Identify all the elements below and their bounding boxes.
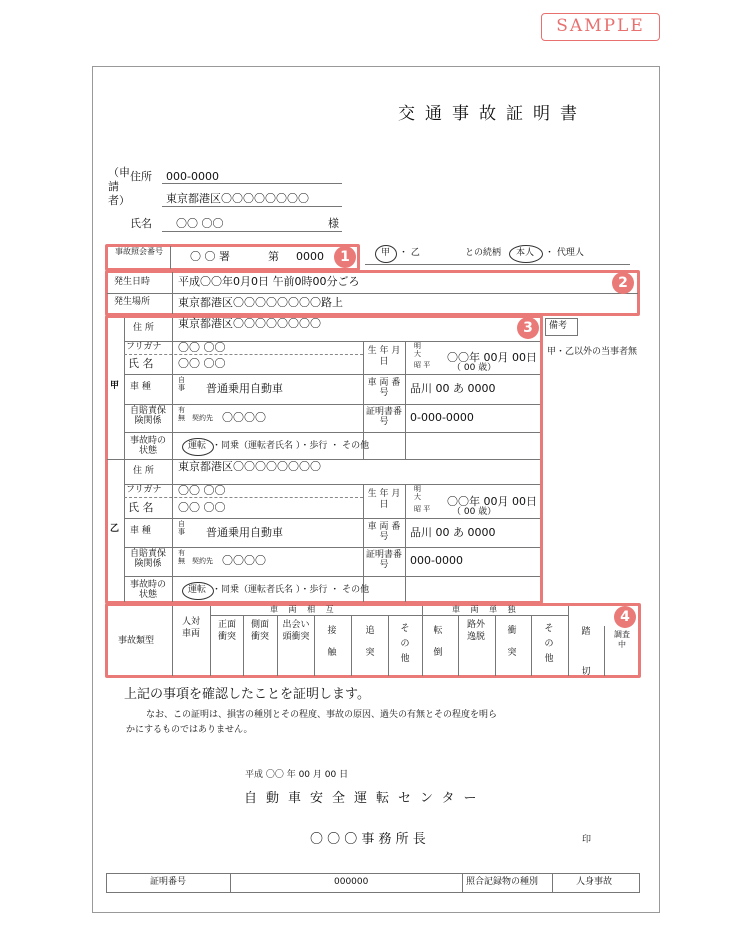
- otsu-insurance-label: 自賠責保険関係: [129, 549, 166, 569]
- otsu-state-label: 事故時の状態: [129, 580, 166, 600]
- otsu-furigana: 〇〇 〇〇: [178, 484, 226, 497]
- otsu-furigana-label: フリガナ: [126, 485, 162, 495]
- ko-age: （ 00 歳）: [452, 363, 497, 373]
- issuing-organization: 自動車安全運転センター: [244, 791, 486, 806]
- col-other-2: その他: [544, 624, 554, 664]
- statement-line-2: なお、この証明は、損害の種別とその程度、事故の原因、過失の有無とその程度を明ら: [146, 710, 498, 720]
- col-other-1: その他: [400, 624, 410, 664]
- ko-cert-no: 0-000-0000: [410, 411, 474, 424]
- ko-contract-label: 契約先: [192, 414, 213, 422]
- otsu-insurer: 〇〇〇〇: [222, 554, 266, 567]
- otsu-cert-label: 証明書番 号: [366, 550, 403, 570]
- col-head-on: 正面衝突: [217, 620, 236, 642]
- otsu-vehicle-type: 普通乗用自動車: [206, 526, 283, 539]
- ko-vehicle-type: 普通乗用自動車: [206, 382, 283, 395]
- applicant-address: 東京都港区〇〇〇〇〇〇〇〇: [166, 192, 309, 205]
- sample-stamp: SAMPLE: [541, 13, 660, 41]
- group-vehicle-vehicle: 車 両 相 互: [270, 605, 338, 614]
- otsu-address-label: 住 所: [133, 466, 154, 476]
- applicant-name: 〇〇 〇〇: [176, 217, 224, 230]
- footer-record-value: 人身事故: [576, 877, 613, 887]
- ko-state-driver: 運転: [188, 441, 207, 451]
- statement-line-1: 上記の事項を確認したことを証明します。: [124, 687, 370, 702]
- ko-address: 東京都港区〇〇〇〇〇〇〇〇: [178, 317, 321, 330]
- col-railroad: 踏切: [581, 627, 591, 677]
- otsu-state-rest: ・同乗（運転者氏名 ）・歩行 ・ その他: [212, 585, 370, 595]
- accident-type-label: 事故類型: [118, 636, 155, 646]
- col-collision: 衝突: [507, 626, 517, 658]
- relation-ko: 甲: [381, 248, 391, 258]
- document-title: 交通事故証明書: [398, 104, 587, 124]
- accident-number-label: 事故照会番号: [115, 247, 163, 256]
- ko-state-label: 事故時の状態: [129, 436, 166, 456]
- occurrence-datetime: 平成〇〇年0月0日 午前0時00分ごろ: [178, 275, 360, 288]
- badge-2: 2: [612, 272, 634, 294]
- applicant-address-label: 住所: [130, 170, 152, 183]
- col-rear-end: 追突: [365, 626, 375, 658]
- otsu-era-showa: 昭 平: [414, 505, 431, 513]
- badge-4: 4: [614, 606, 636, 628]
- ko-vehicle-no-label: 車 両 番 号: [367, 378, 401, 398]
- otsu-vehicle-type-label: 車 種: [130, 526, 151, 536]
- ko-name: 〇〇 〇〇: [178, 357, 226, 370]
- footer-table: [106, 873, 640, 893]
- applicant-sama: 様: [328, 217, 339, 230]
- ko-usage-mark: 自 事: [178, 376, 185, 392]
- ko-furigana: 〇〇 〇〇: [178, 341, 226, 354]
- ko-vehicle-type-label: 車 種: [130, 382, 151, 392]
- otsu-era-meiji: 明 大: [414, 485, 421, 501]
- ko-address-label: 住 所: [133, 323, 154, 333]
- remarks-text: 甲・乙以外の当事者無: [547, 347, 638, 357]
- ko-era-meiji: 明 大: [414, 342, 421, 358]
- accident-number-dai: 第: [268, 250, 279, 263]
- issue-date: 平成 〇〇 年 00 月 00 日: [245, 770, 349, 780]
- otsu-vehicle-no-label: 車 両 番 号: [367, 522, 401, 542]
- otsu-contract-label: 契約先: [192, 557, 213, 565]
- footer-cert-label: 証明番号: [150, 877, 187, 887]
- ko-vehicle-no: 品川 00 あ 0000: [410, 382, 496, 395]
- otsu-address: 東京都港区〇〇〇〇〇〇〇〇: [178, 460, 321, 473]
- otsu-age: （ 00 歳）: [452, 507, 497, 517]
- seal-mark: 印: [582, 835, 592, 845]
- ko-insured-mark: 有 無: [178, 406, 185, 422]
- applicant-side-label: （申請者）: [108, 166, 130, 207]
- otsu-name: 〇〇 〇〇: [178, 501, 226, 514]
- otsu-usage-mark: 自 事: [178, 520, 185, 536]
- badge-1: 1: [334, 246, 356, 268]
- group-vehicle-single: 車 両 単 独: [452, 605, 520, 614]
- occurrence-place: 東京都港区〇〇〇〇〇〇〇〇路上: [178, 296, 343, 309]
- ko-furigana-label: フリガナ: [126, 342, 162, 352]
- office-head: 〇 〇 〇 事 務 所 長: [310, 832, 426, 847]
- relation-zokugara: との続柄: [465, 248, 502, 258]
- otsu-name-label: 氏 名: [128, 501, 154, 514]
- ko-mark: 甲: [110, 381, 120, 391]
- col-pedestrian: 人対車両: [181, 617, 200, 639]
- datetime-label: 発生日時: [114, 277, 151, 287]
- ko-name-label: 氏 名: [128, 357, 154, 370]
- relation-agent: ・ 代理人: [545, 248, 584, 258]
- ko-era-showa: 昭 平: [414, 361, 431, 369]
- place-label: 発生場所: [114, 297, 151, 307]
- otsu-birth-label: 生 年 月 日: [367, 489, 401, 510]
- ko-state-rest: ・同乗（運転者氏名 ）・歩行 ・ その他: [212, 441, 370, 451]
- otsu-insured-mark: 有 無: [178, 549, 185, 565]
- col-road-departure: 路外逸脱: [466, 620, 485, 642]
- col-contact: 接触: [327, 626, 337, 658]
- ko-birth-label: 生 年 月 日: [367, 346, 401, 367]
- col-side: 側面衝突: [250, 620, 269, 642]
- ko-birth: 〇〇年 00月 00日: [447, 351, 537, 364]
- footer-record-label: 照合記録物の種別: [466, 877, 539, 887]
- otsu-state-driver: 運転: [188, 585, 207, 595]
- ko-insurance-label: 自賠責保険関係: [129, 406, 166, 426]
- otsu-cert-no: 000-0000: [410, 554, 463, 567]
- col-investigating: 調査中: [614, 630, 630, 649]
- otsu-mark: 乙: [110, 524, 120, 534]
- relation-otsu: ・ 乙: [399, 248, 420, 258]
- relation-self: 本人: [516, 248, 535, 258]
- col-overturn: 転倒: [433, 626, 443, 658]
- applicant-postal: 000-0000: [166, 170, 219, 183]
- statement-line-3: かにするものではありません。: [126, 725, 253, 735]
- accident-number: 0000: [296, 250, 324, 263]
- ko-cert-label: 証明書番 号: [366, 407, 403, 427]
- remarks-label: 備考: [549, 321, 568, 331]
- police-office: 〇 〇 署: [190, 250, 230, 263]
- otsu-vehicle-no: 品川 00 あ 0000: [410, 526, 496, 539]
- col-crossing: 出会い頭衝突: [282, 620, 310, 642]
- ko-insurer: 〇〇〇〇: [222, 411, 266, 424]
- badge-3: 3: [517, 317, 539, 339]
- otsu-birth: 〇〇年 00月 00日: [447, 495, 537, 508]
- applicant-name-label: 氏名: [130, 217, 152, 230]
- footer-cert-no: 000000: [334, 877, 369, 887]
